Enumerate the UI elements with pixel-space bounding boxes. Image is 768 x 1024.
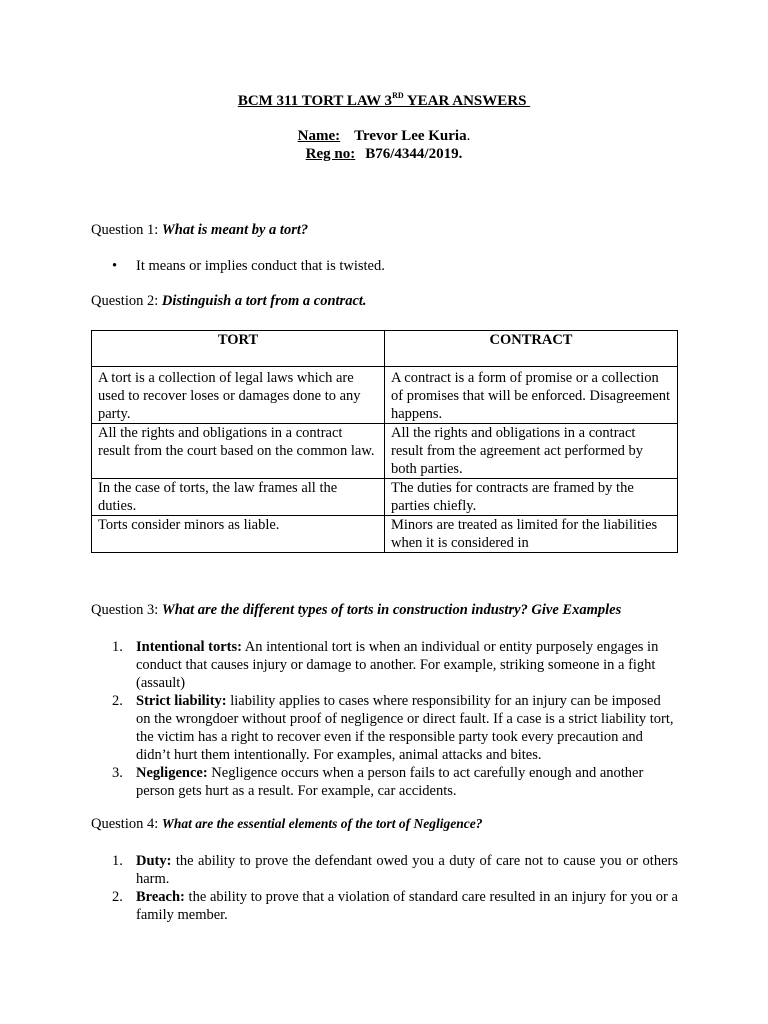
list-number: 1.: [112, 853, 123, 869]
list-desc: liability applies to cases where responsibility for an injury can be imposed on the wrongdoer without proof of negligence or direct fault. If a case is a strict liability tort, the victim has a right to recover even if the responsible party took every precaution and didn’t hurt them intentionally. For examples, animal attacks and bites.: [136, 693, 674, 763]
table-cell: All the rights and obligations in a contract result from the court based on the common law.: [92, 424, 385, 479]
question-1-prefix: Question 1:: [91, 222, 162, 238]
list-term: Strict liability:: [136, 693, 227, 709]
list-item: [91, 692, 678, 764]
student-name-line: [0, 128, 768, 145]
question-1-answer: [112, 258, 385, 275]
reg-number: B76/4344/2019.: [365, 146, 463, 162]
list-desc: An intentional tort is when an individual or entity purposely engages in conduct that causes injury or damage to another. For example, striking someone in a fight (assault): [136, 639, 659, 691]
list-term: Breach:: [136, 889, 185, 905]
negligence-elements-list: [91, 852, 678, 924]
question-1-text: What is meant by a tort?: [161, 222, 309, 238]
list-desc: the ability to prove the defendant owed you a duty of care not to cause you or others harm.: [136, 853, 678, 887]
question-3: [91, 602, 691, 619]
student-name: Trevor Lee Kuria: [354, 128, 467, 144]
list-item: [91, 764, 678, 800]
table-row: [92, 479, 678, 516]
list-number: 3.: [112, 765, 123, 781]
tort-contract-table: [91, 330, 678, 553]
reg-label: Reg no: [305, 146, 351, 162]
answer-text: It means or implies conduct that is twisted.: [136, 258, 385, 274]
bullet-icon: •: [112, 258, 118, 274]
list-item: [91, 638, 678, 692]
list-number: 2.: [112, 693, 123, 709]
question-2-text: Distinguish a tort from a contract.: [161, 293, 367, 309]
question-1: [91, 222, 691, 239]
question-3-prefix: Question 3:: [91, 602, 162, 618]
list-item: [91, 888, 678, 924]
list-term: Negligence:: [136, 765, 208, 781]
question-4-text: What are the essential elements of the tort of Negligence?: [161, 816, 483, 831]
column-header-tort: TORT: [92, 331, 385, 367]
table-row: [92, 367, 678, 424]
list-number: 1.: [112, 639, 123, 655]
question-4: [91, 816, 691, 833]
document-title: [0, 93, 768, 110]
list-item: [91, 852, 678, 888]
table-cell: Torts consider minors as liable.: [92, 516, 385, 553]
table-row: [92, 516, 678, 553]
question-2-prefix: Question 2:: [91, 293, 162, 309]
question-3-text: What are the different types of torts in construction industry? Give Examples: [161, 602, 622, 618]
list-desc: Negligence occurs when a person fails to act carefully enough and another person gets hurt as a result. For example, car accidents.: [136, 765, 644, 799]
table-row: [92, 424, 678, 479]
list-term: Intentional torts:: [136, 639, 242, 655]
table-cell: The duties for contracts are framed by the parties chiefly.: [385, 479, 678, 516]
title-text: BCM 311 TORT LAW 3: [237, 93, 393, 109]
tort-types-list: [91, 638, 678, 800]
table-header-row: [92, 331, 678, 367]
table-cell: All the rights and obligations in a contract result from the agreement act performed by both parties.: [385, 424, 678, 479]
reg-colon: :: [350, 146, 356, 162]
title-superscript: RD: [392, 91, 404, 100]
table-cell: Minors are treated as limited for the liabilities when it is considered in: [385, 516, 678, 553]
name-dot: .: [466, 128, 471, 144]
name-label: Name:: [297, 128, 341, 144]
list-number: 2.: [112, 889, 123, 905]
table-cell: In the case of torts, the law frames all the duties.: [92, 479, 385, 516]
list-term: Duty:: [136, 853, 172, 869]
question-4-prefix: Question 4:: [91, 816, 162, 832]
title-text-end: YEAR ANSWERS: [403, 93, 527, 109]
reg-number-line: [0, 146, 768, 163]
question-2: [91, 293, 691, 310]
table-cell: A tort is a collection of legal laws which are used to recover loses or damages done to any party.: [92, 367, 385, 424]
list-desc: the ability to prove that a violation of standard care resulted in an injury for you or a family member.: [136, 889, 678, 923]
column-header-contract: CONTRACT: [385, 331, 678, 367]
table-cell: A contract is a form of promise or a collection of promises that will be enforced. Disagreement happens.: [385, 367, 678, 424]
